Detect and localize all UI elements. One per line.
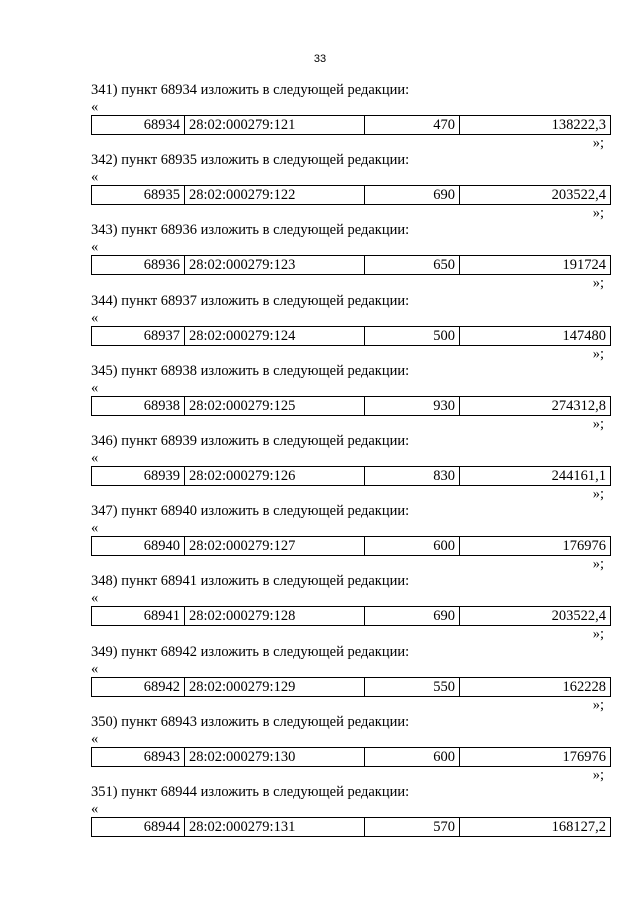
amendment-item [91,151,611,221]
value-cell: 203522,4 [551,608,606,625]
area-cell: 470 [365,116,460,134]
closing-quote: »; [592,275,604,292]
opening-quote: « [91,520,99,537]
opening-quote: « [91,590,99,607]
amendment-heading: 348) пункт 68941 изложить в следующей редакции: [91,573,410,590]
amendment-item [91,783,611,853]
table-row [91,115,611,135]
cadastral-number-cell: 28:02:000279:128 [185,607,365,625]
area-cell: 500 [365,327,460,345]
amendment-heading: 343) пункт 68936 изложить в следующей редакции: [91,222,410,239]
amendment-heading: 342) пункт 68935 изложить в следующей редакции: [91,152,410,169]
cadastral-number-cell: 28:02:000279:130 [185,748,365,766]
opening-quote: « [91,379,99,396]
closing-quote: »; [592,415,604,432]
cadastral-number-cell: 28:02:000279:124 [185,327,365,345]
area-cell: 570 [365,818,460,836]
value-cell: 138222,3 [551,117,606,133]
amendment-item [91,81,611,151]
amendment-heading: 346) пункт 68939 изложить в следующей редакции: [91,432,410,449]
table-row [91,255,611,275]
point-number-cell: 68934 [92,116,185,134]
closing-quote: »; [592,626,604,643]
cadastral-number-cell: 28:02:000279:121 [185,116,365,134]
cadastral-number-cell: 28:02:000279:131 [185,818,365,836]
page-number: 33 [313,53,327,65]
amendment-heading: 350) пункт 68943 изложить в следующей редакции: [91,713,410,730]
closing-quote: »; [592,696,604,713]
point-number-cell: 68936 [92,256,185,274]
closing-quote: »; [592,345,604,362]
area-cell: 830 [365,467,460,485]
opening-quote: « [91,169,99,186]
area-cell: 650 [365,256,460,274]
point-number-cell: 68941 [92,607,185,625]
closing-quote: »; [592,556,604,573]
table-row [91,396,611,416]
table-row [91,817,611,837]
point-number-cell: 68938 [92,397,185,415]
opening-quote: « [91,660,99,677]
area-cell: 690 [365,607,460,625]
point-number-cell: 68939 [92,467,185,485]
cadastral-number-cell: 28:02:000279:127 [185,537,365,555]
point-number-cell: 68937 [92,327,185,345]
table-row [91,677,611,697]
value-cell: 176976 [562,538,606,555]
value-cell: 168127,2 [551,818,606,835]
closing-quote: »; [592,205,604,222]
cadastral-number-cell: 28:02:000279:129 [185,678,365,696]
amendment-heading: 349) пункт 68942 изложить в следующей редакции: [91,643,410,660]
table-row [91,747,611,767]
table-row [91,536,611,556]
value-cell: 162228 [562,678,606,695]
value-cell: 176976 [562,748,606,765]
point-number-cell: 68943 [92,748,185,766]
amendment-heading: 341) пункт 68934 изложить в следующей редакции: [91,82,410,98]
amendment-item [91,432,611,502]
amendment-list [91,81,611,853]
table-row [91,326,611,346]
amendment-heading: 351) пункт 68944 изложить в следующей редакции: [91,783,410,800]
value-cell: 244161,1 [551,467,606,484]
opening-quote: « [91,449,99,466]
point-number-cell: 68944 [92,818,185,836]
value-cell: 191724 [562,257,606,274]
amendment-heading: 345) пункт 68938 изложить в следующей редакции: [91,362,410,379]
value-cell: 147480 [562,327,606,344]
amendment-item [91,713,611,783]
area-cell: 930 [365,397,460,415]
area-cell: 600 [365,537,460,555]
closing-quote: »; [592,766,604,783]
table-row [91,606,611,626]
point-number-cell: 68942 [92,678,185,696]
opening-quote: « [91,99,99,115]
opening-quote: « [91,239,99,256]
amendment-item [91,643,611,713]
amendment-item [91,292,611,362]
closing-quote: »; [592,485,604,502]
value-cell: 203522,4 [551,187,606,204]
cadastral-number-cell: 28:02:000279:125 [185,397,365,415]
amendment-item [91,572,611,642]
area-cell: 690 [365,186,460,204]
amendment-heading: 347) пункт 68940 изложить в следующей редакции: [91,503,410,520]
closing-quote: »; [592,135,604,151]
amendment-item [91,221,611,291]
area-cell: 550 [365,678,460,696]
opening-quote: « [91,800,99,817]
opening-quote: « [91,309,99,326]
table-row [91,185,611,205]
amendment-heading: 344) пункт 68937 изложить в следующей редакции: [91,292,410,309]
cadastral-number-cell: 28:02:000279:123 [185,256,365,274]
amendment-item [91,502,611,572]
cadastral-number-cell: 28:02:000279:122 [185,186,365,204]
area-cell: 600 [365,748,460,766]
cadastral-number-cell: 28:02:000279:126 [185,467,365,485]
opening-quote: « [91,730,99,747]
value-cell: 274312,8 [551,397,606,414]
table-row [91,466,611,486]
point-number-cell: 68935 [92,186,185,204]
point-number-cell: 68940 [92,537,185,555]
amendment-item [91,362,611,432]
